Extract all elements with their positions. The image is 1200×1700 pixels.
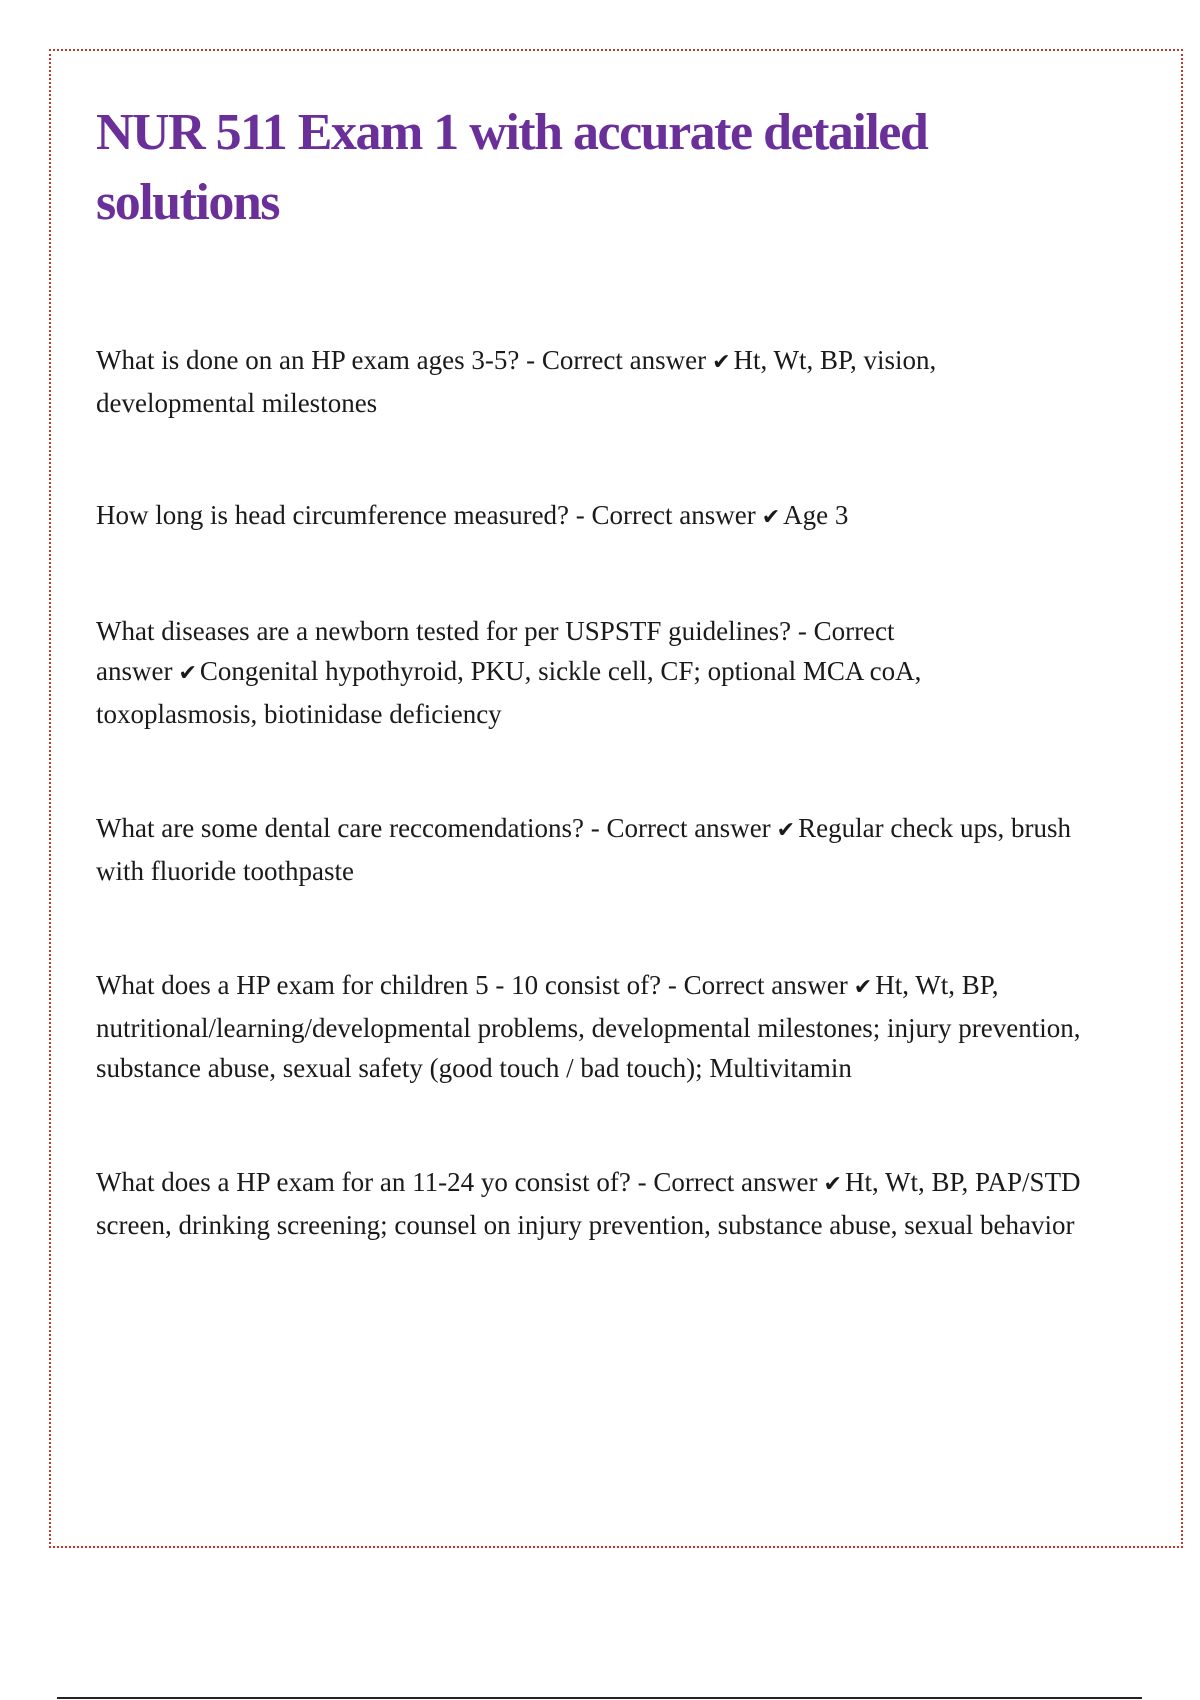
- answer-marker: - Correct answer: [526, 345, 707, 375]
- question-text: What diseases are a newborn tested for per USPSTF guidelines?: [96, 616, 792, 646]
- question-text: What does a HP exam for an 11-24 yo consist of?: [96, 1167, 631, 1197]
- answer-marker: - Correct answer: [575, 500, 756, 530]
- answer-text: Age 3: [783, 500, 849, 530]
- check-mark-icon: ✔: [853, 975, 873, 1000]
- check-mark-icon: ✔: [776, 818, 796, 843]
- check-mark-icon: ✔: [712, 350, 731, 375]
- answer-text: Ht, Wt, BP, PAP/STD screen, drinking screening; counsel on injury prevention, substance abuse, sexual behavior: [96, 1167, 1081, 1240]
- bottom-rule: [57, 1697, 1142, 1699]
- document-title: NUR 511 Exam 1 with accurate detailed solutions: [96, 104, 928, 231]
- answer-text: Ht, Wt, BP, nutritional/learning/developmental problems, developmental milestones; injury prevention, substance abuse, sexual safety (good touch / bad touch); Multivitamin: [96, 970, 1081, 1083]
- question-text: What does a HP exam for children 5 - 10 consist of?: [96, 970, 662, 1000]
- qa-item: [96, 965, 1086, 1088]
- question-text: How long is head circumference measured?: [96, 500, 570, 530]
- answer-marker: - Correct answer: [96, 616, 895, 686]
- qa-item: [96, 611, 1086, 734]
- qa-list: [96, 340, 1086, 1245]
- question-text: What are some dental care reccomendations?: [96, 813, 584, 843]
- check-mark-icon: ✔: [761, 505, 781, 530]
- question-text: What is done on an HP exam ages 3-5?: [96, 345, 520, 375]
- qa-item: [96, 495, 1086, 538]
- answer-text: Regular check ups, brush with fluoride toothpaste: [96, 813, 1072, 886]
- qa-item: [96, 808, 1086, 891]
- answer-marker: - Correct answer: [667, 970, 848, 1000]
- answer-marker: - Correct answer: [590, 813, 771, 843]
- qa-item: [96, 1162, 1086, 1245]
- answer-text: Ht, Wt, BP, vision, developmental milestones: [96, 345, 937, 418]
- qa-item: [96, 340, 1086, 423]
- check-mark-icon: ✔: [178, 661, 197, 686]
- answer-marker: - Correct answer: [637, 1167, 818, 1197]
- check-mark-icon: ✔: [823, 1172, 842, 1197]
- answer-text: Congenital hypothyroid, PKU, sickle cell, CF; optional MCA coA, toxoplasmosis, biotinidase deficiency: [96, 656, 922, 729]
